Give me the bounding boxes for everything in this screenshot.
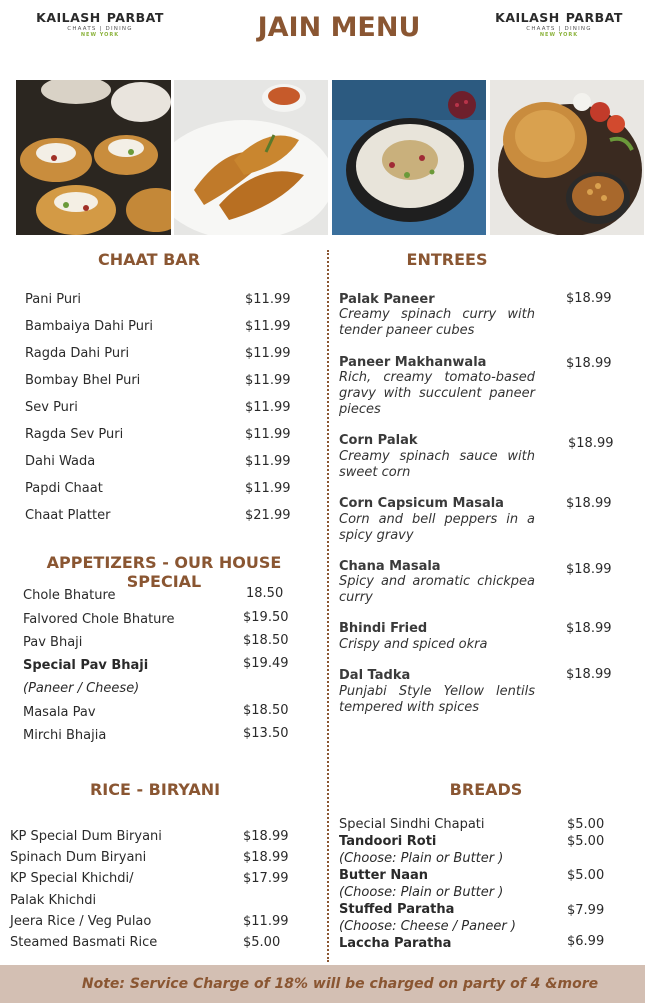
- entree-price: $18.99: [568, 436, 614, 451]
- bread-item: Special Sindhi Chapati: [339, 817, 485, 832]
- entree-description: Spicy and aromatic chickpea curry: [339, 574, 535, 605]
- photo-dahi-puri: [16, 80, 171, 235]
- logo-tagline: CHAATS | DINING: [67, 26, 133, 32]
- page-title: JAIN MENU: [257, 12, 421, 43]
- entree-name: Corn Palak: [339, 433, 418, 448]
- bread-item: Stuffed Paratha: [339, 902, 455, 917]
- entree-description: Creamy spinach curry with tender paneer cubes: [339, 307, 535, 338]
- menu-price: $13.50: [243, 726, 289, 741]
- logo-name-right: PARBAT: [565, 10, 623, 25]
- menu-price: $5.00: [243, 935, 281, 950]
- menu-price: $11.99: [243, 914, 289, 929]
- entree-name: Dal Tadka: [339, 668, 411, 683]
- section-heading-rice: RICE - BIRYANI: [89, 780, 221, 799]
- brand-logo-right: [495, 10, 623, 50]
- section-heading-appetizers: APPETIZERS - OUR HOUSE SPECIAL: [46, 553, 282, 591]
- bread-price: $5.00: [567, 817, 605, 832]
- menu-item: Ragda Dahi Puri: [25, 346, 130, 361]
- menu-price: $11.99: [245, 454, 291, 469]
- menu-item: Falvored Chole Bhature: [23, 612, 175, 627]
- logo-name-left: KAILASH: [36, 10, 101, 25]
- entree-name: Corn Capsicum Masala: [339, 496, 504, 511]
- menu-item: Ragda Sev Puri: [25, 427, 124, 442]
- entree-description: Crispy and spiced okra: [339, 637, 488, 652]
- entree-price: $18.99: [566, 496, 612, 511]
- logo-city: NEW YORK: [539, 32, 579, 38]
- entree-description: Creamy spinach sauce with sweet corn: [339, 449, 535, 480]
- photo-chole-bhature: [490, 80, 644, 235]
- footer-note: Note: Service Charge of 18% will be charged on party of 4 &more: [81, 976, 599, 992]
- menu-price: $17.99: [243, 871, 289, 886]
- bread-item: Laccha Paratha: [339, 936, 452, 951]
- menu-item: Pani Puri: [25, 292, 82, 307]
- menu-item: Palak Khichdi: [10, 893, 97, 908]
- menu-item-note: (Paneer / Cheese): [23, 681, 140, 696]
- menu-price: $11.99: [245, 400, 291, 415]
- menu-price: $18.99: [243, 850, 289, 865]
- bread-item: Tandoori Roti: [339, 834, 437, 849]
- menu-item: Chaat Platter: [25, 508, 111, 523]
- menu-item: Papdi Chaat: [25, 481, 103, 496]
- menu-item: Chole Bhature: [23, 588, 116, 603]
- bread-price: $6.99: [567, 934, 605, 949]
- entree-description: Rich, creamy tomato-based gravy with succulent paneer pieces: [339, 370, 535, 417]
- entree-name: Palak Paneer: [339, 292, 435, 307]
- section-heading-breads: BREADS: [449, 780, 523, 799]
- menu-price: $19.50: [243, 610, 289, 625]
- menu-price: $11.99: [245, 346, 291, 361]
- logo-name-right: PARBAT: [106, 10, 164, 25]
- column-divider: [327, 250, 329, 962]
- entree-price: $18.99: [566, 562, 612, 577]
- menu-price: 18.50: [246, 586, 284, 601]
- menu-item: Sev Puri: [25, 400, 78, 415]
- menu-item: Masala Pav: [23, 705, 96, 720]
- menu-price: $11.99: [245, 481, 291, 496]
- entree-description: Punjabi Style Yellow lentils tempered with spices: [339, 684, 535, 715]
- section-heading-chaat-bar: CHAAT BAR: [97, 250, 201, 269]
- menu-price: $11.99: [245, 373, 291, 388]
- menu-item: Spinach Dum Biryani: [10, 850, 147, 865]
- bread-price: $5.00: [567, 834, 605, 849]
- menu-price: $18.50: [243, 633, 289, 648]
- menu-item: KP Special Khichdi/: [10, 871, 134, 886]
- logo-city: NEW YORK: [80, 32, 120, 38]
- menu-item: KP Special Dum Biryani: [10, 829, 162, 844]
- entree-price: $18.99: [566, 621, 612, 636]
- menu-price: $18.99: [243, 829, 289, 844]
- footer-note-bar: [0, 965, 645, 1003]
- menu-price: $11.99: [245, 319, 291, 334]
- menu-item: Mirchi Bhajia: [23, 728, 107, 743]
- menu-item: Bombay Bhel Puri: [25, 373, 141, 388]
- menu-price: $19.49: [243, 656, 289, 671]
- bread-item-note: (Choose: Plain or Butter ): [339, 885, 504, 900]
- menu-price: $11.99: [245, 292, 291, 307]
- menu-item: Special Pav Bhaji: [23, 658, 149, 673]
- menu-item: Dahi Wada: [25, 454, 96, 469]
- section-heading-entrees: ENTREES: [406, 250, 488, 269]
- entree-price: $18.99: [566, 667, 612, 682]
- logo-tagline: CHAATS | DINING: [526, 26, 592, 32]
- photo-chaat-bowl: [332, 80, 486, 235]
- entree-name: Bhindi Fried: [339, 621, 428, 636]
- menu-item: Pav Bhaji: [23, 635, 83, 650]
- menu-price: $21.99: [245, 508, 291, 523]
- entree-price: $18.99: [566, 291, 612, 306]
- entree-name: Paneer Makhanwala: [339, 355, 487, 370]
- bread-item: Butter Naan: [339, 868, 429, 883]
- bread-item-note: (Choose: Plain or Butter ): [339, 851, 504, 866]
- entree-name: Chana Masala: [339, 559, 441, 574]
- menu-price: $18.50: [243, 703, 289, 718]
- menu-item: Jeera Rice / Veg Pulao: [10, 914, 152, 929]
- menu-item: Steamed Basmati Rice: [10, 935, 158, 950]
- menu-price: $11.99: [245, 427, 291, 442]
- bread-price: $7.99: [567, 903, 605, 918]
- logo-name-left: KAILASH: [495, 10, 560, 25]
- entree-description: Corn and bell peppers in a spicy gravy: [339, 512, 535, 543]
- entree-price: $18.99: [566, 356, 612, 371]
- bread-price: $5.00: [567, 868, 605, 883]
- photo-mirchi-bhajia: [174, 80, 328, 235]
- bread-item-note: (Choose: Cheese / Paneer ): [339, 919, 516, 934]
- menu-item: Bambaiya Dahi Puri: [25, 319, 153, 334]
